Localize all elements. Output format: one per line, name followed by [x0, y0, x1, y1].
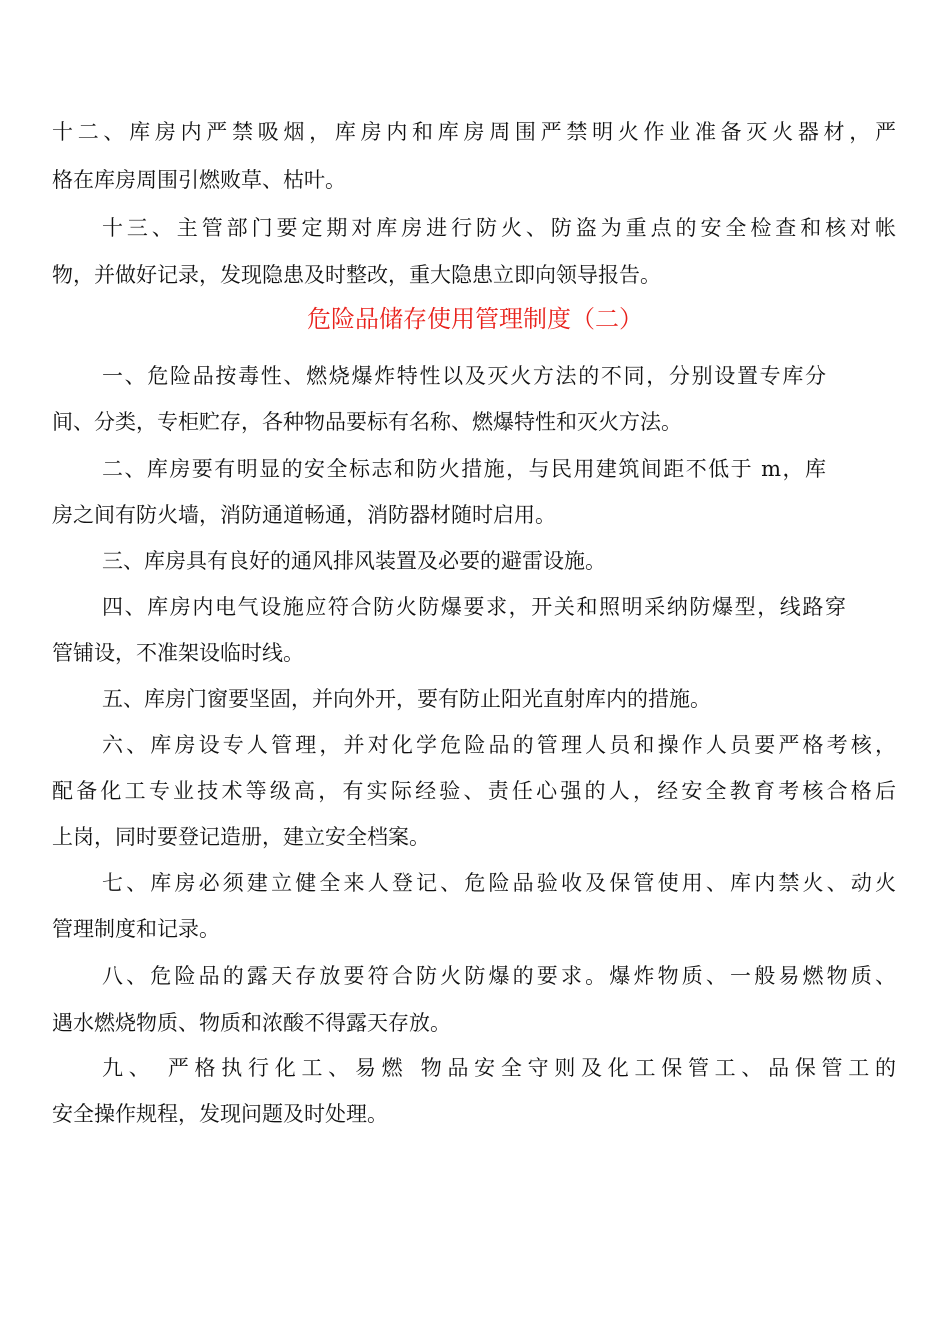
item-1-line-2: 间、分类，专柜贮存，各种物品要标有名称、燃爆特性和灭火方法。 [52, 410, 682, 434]
paragraph-12-line-2: 格在库房周围引燃败草、枯叶。 [52, 168, 346, 192]
item-2-line-1: 二、库房要有明显的安全标志和防火措施，与民用建筑间距不低于 m，库 [102, 457, 826, 481]
item-4-line-2: 管铺设，不准架设临时线。 [52, 641, 304, 665]
paragraph-13-line-1: 十三、主管部门要定期对库房进行防火、防盗为重点的安全检查和核对帐 [102, 216, 896, 240]
item-7-line-2: 管理制度和记录。 [52, 917, 220, 941]
item-5-line-1: 五、库房门窗要坚固，并向外开，要有防止阳光直射库内的措施。 [102, 687, 711, 711]
item-3-line-1: 三、库房具有良好的通风排风装置及必要的避雷设施。 [102, 549, 606, 573]
item-9-line-2: 安全操作规程，发现问题及时处理。 [52, 1102, 388, 1126]
item-1-line-1: 一、危险品按毒性、燃烧爆炸特性以及灭火方法的不同，分别设置专库分 [102, 364, 826, 388]
paragraph-12-line-1: 十二、库房内严禁吸烟，库房内和库房周围严禁明火作业准备灭火器材，严 [52, 120, 896, 144]
item-6-line-3: 上岗，同时要登记造册，建立安全档案。 [52, 825, 430, 849]
section-title: 危险品储存使用管理制度（二） [307, 305, 643, 333]
item-7-line-1: 七、库房必须建立健全来人登记、危险品验收及保管使用、库内禁火、动火 [102, 871, 896, 895]
item-6-line-1: 六、库房设专人管理，并对化学危险品的管理人员和操作人员要严格考核， [102, 733, 896, 757]
item-8-line-2: 遇水燃烧物质、物质和浓酸不得露天存放。 [52, 1011, 451, 1035]
paragraph-13-line-2: 物，并做好记录，发现隐患及时整改，重大隐患立即向领导报告。 [52, 263, 661, 287]
item-4-line-1: 四、库房内电气设施应符合防火防爆要求，开关和照明采纳防爆型，线路穿 [102, 595, 846, 619]
item-8-line-1: 八、危险品的露天存放要符合防火防爆的要求。爆炸物质、一般易燃物质、 [102, 964, 896, 988]
item-9-line-1: 九、 严格执行化工、易燃 物品安全守则及化工保管工、品保管工的 [102, 1056, 896, 1080]
item-6-line-2: 配备化工专业技术等级高，有实际经验、责任心强的人，经安全教育考核合格后 [52, 779, 896, 803]
item-2-line-2: 房之间有防火墙，消防通道畅通，消防器材随时启用。 [52, 503, 556, 527]
